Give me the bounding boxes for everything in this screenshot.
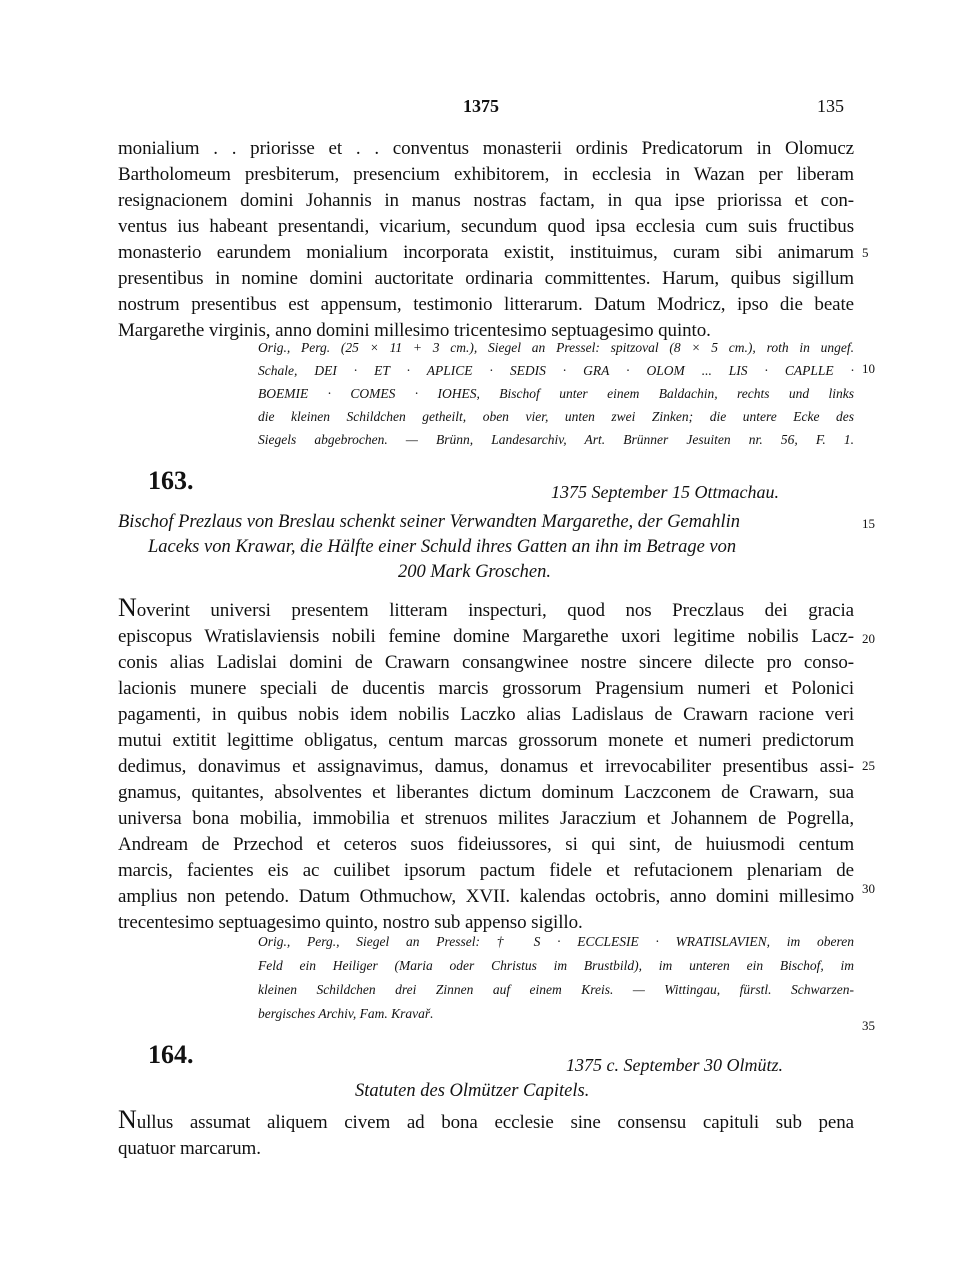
running-header [0,96,960,120]
text-line: conis alias Ladislai domini de Crawarn consangwinee nostre sincere dilecte pro conso- [118,652,854,673]
page-number: 135 [817,96,844,116]
text-line: episcopus Wratislaviensis nobili femine domine Margarethe uxori legitime nobilis Lacz- [118,626,854,647]
line-number: 25 [862,758,875,773]
text-line: Margarethe virginis, anno domini millesimo tricentesimo septuagesimo quinto. [118,320,711,341]
source-note-line: kleinen Schildchen drei Zinnen auf einem Kreis. — Wittingau, fürstl. Schwarzen- [258,982,854,997]
text-line [118,1105,854,1136]
source-note-line: Siegels abgebrochen. — Brünn, Landesarchiv, Art. Brünner Jesuiten nr. 56, F. 1. [258,432,854,447]
source-note-line: BOEMIE · COMES · IOHES, Bischof unter einem Baldachin, rechts und links [258,386,854,401]
line-number: 5 [862,245,869,260]
regest-line: Bischof Prezlaus von Breslau schenkt seiner Verwandten Margarethe, der Gemahlin [118,512,741,532]
document-number: 164. [148,1040,194,1069]
document-number: 163. [148,466,194,495]
source-note-line: Orig., Perg., Siegel an Pressel: † S · ECCLESIE · WRATISLAVIEN, im oberen [258,934,854,949]
line-number: 15 [862,516,875,531]
line-number: 35 [862,1018,875,1033]
text-line: quatuor marcarum. [118,1138,261,1159]
initial-letter: N [118,1105,137,1134]
source-note-line: Orig., Perg. (25 × 11 + 3 cm.), Siegel an Pressel: spitzoval (8 × 5 cm.), roth in ungef. [258,340,854,355]
initial-letter: N [118,593,137,622]
line-number: 10 [862,361,875,376]
text-line: mutui extitit legittime obligatus, centum marcas grossorum monete et numeri predictorum [118,730,854,751]
text-line: Bartholomeum presbiterum, presencium exhibitorem, in ecclesia in Wazan per liberam [118,164,854,185]
regest-line: Statuten des Olmützer Capitels. [355,1081,590,1101]
text-line: resignacionem domini Johannis in manus nostras factam, in qua ipse priorissa et con- [118,190,854,211]
text-line: marcis, facientes eis ac cuilibet ipsorum pactum fidele et refutacionem plenariam de [118,860,854,881]
text-line: presentibus in nomine domini auctoritate ordinaria committentes. Harum, quibus sigillum [118,268,854,289]
text-line: pagamenti, in quibus nobis idem nobilis Laczko alias Ladislaus de Crawarn racione veri [118,704,854,725]
text-line: ventus ius habeant presentandi, vicarium, secundum quod ipsa ecclesia cum suis fructibus [118,216,854,237]
text-line: Andream de Przechod et ceteros suos fideiussores, si qui sint, de huiusmodi centum [118,834,854,855]
source-note-line: bergisches Archiv, Fam. Kravař. [258,1006,434,1021]
text-line: gnamus, quitantes, absolventes et liberantes dictum dominum Laczconem de Crawarn, sua [118,782,854,803]
text-line: dedimus, donavimus et assignavimus, damus, donamus et irrevocabiliter presentibus assi- [118,756,854,777]
text-line: monasterio earundem monialium incorporata existit, instituimus, curam sibi animarum [118,242,854,263]
text-line: amplius non petendo. Datum Othmuchow, XVII. kalendas octobris, anno domini millesimo [118,886,854,907]
document-date: 1375 September 15 Ottmachau. [551,482,779,502]
header-year: 1375 [463,96,499,116]
source-note-line: die kleinen Schildchen getheilt, oben vier, unten zwei Zinken; die untere Ecke des [258,409,854,424]
first-line-text: overint universi presentem litteram inspecturi, quod nos Preczlaus dei gracia [136,600,854,621]
text-line: lacionis munere speciali de ducentis marcis grossorum Pragensium numeri et Polonici [118,678,854,699]
first-line-text: ullus assumat aliquem civem ad bona ecclesie sine consensu capituli sub pena [136,1112,854,1133]
document-date: 1375 c. September 30 Olmütz. [566,1055,783,1075]
line-number: 20 [862,631,875,646]
regest-line: 200 Mark Groschen. [398,562,551,582]
line-number: 30 [862,881,875,896]
regest-line: Laceks von Krawar, die Hälfte einer Schuld ihres Gatten an ihn im Betrage von [148,537,737,557]
text-line: trecentesimo septuagesimo quinto, nostro sub appenso sigillo. [118,912,583,933]
text-line: monialium . . priorisse et . . conventus monasterii ordinis Predicatorum in Olomucz [118,138,854,159]
text-line [118,593,854,624]
text-line: universa bona mobilia, immobilia et strenuos milites Jaraczium et Johannem de Pogrella, [118,808,854,829]
source-note-line: Schale, DEI · ET · APLICE · SEDIS · GRA · OLOM ... LIS · CAPLLE · [258,363,854,378]
source-note-line: Feld ein Heiliger (Maria oder Christus im Brustbild), im unteren ein Bischof, im [258,958,854,973]
text-line: nostrum presentibus est appensum, testimonio litterarum. Datum Modricz, ipso die beate [118,294,854,315]
